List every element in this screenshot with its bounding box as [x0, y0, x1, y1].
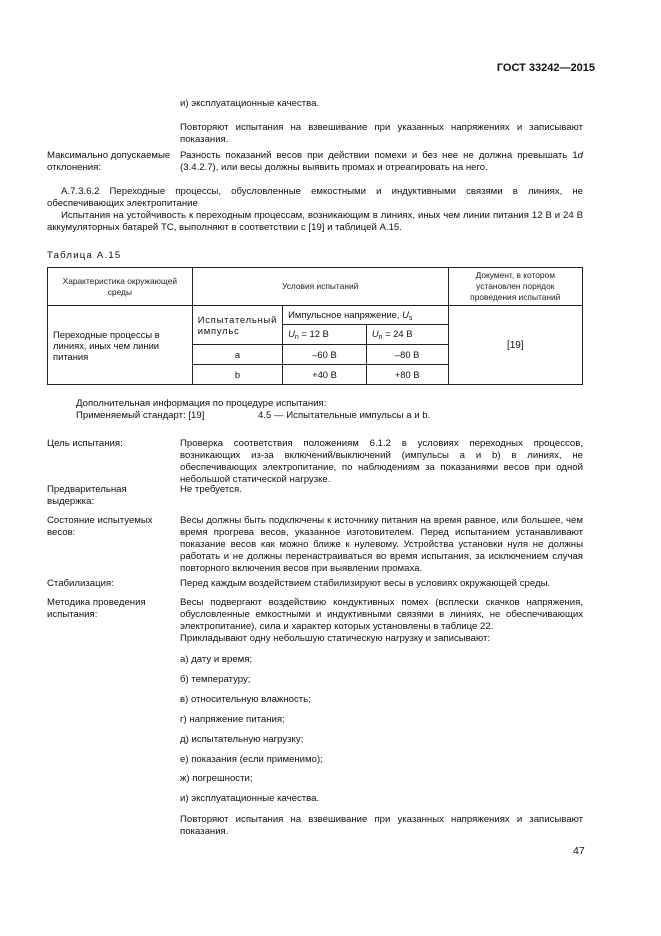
v12-cell: +40 В [283, 365, 367, 385]
page-number: 47 [573, 845, 585, 857]
goal-label: Цель испытания: [47, 438, 123, 449]
repeat-paragraph: Повторяют испытания на взвешивание при указанных напряжениях и записывают показания. [180, 122, 583, 145]
state-text: Весы должны быть подключены к источнику питания на время равное, или большее, чем время прогрева весов, указанное изготовителем. Перед испытанием устанавливают показание весов как можно ближе к нулевому. Устройства установки нуля не должны работать и не должны перенастраиваться во время испытания, за исключением случая повторного включения весов при выявлении промаха. [180, 515, 583, 574]
method-text-2: Прикладывают одну небольшую статическую нагрузку и записывают: [180, 633, 491, 644]
table-header-row [48, 268, 583, 306]
header-conditions: Условия испытаний [192, 268, 448, 306]
test-conditions-table [47, 267, 583, 385]
max-deviation-label: Максимально допускаемые отклонения: [47, 150, 171, 173]
document-ref-cell: [19] [448, 306, 582, 385]
v12-cell: –60 В [283, 345, 367, 365]
section-heading: А.7.3.6.2 Переходные процессы, обусловленные емкостными и индуктивными связями в линиях, не обеспечивающих электропитание [47, 186, 583, 209]
document-header: ГОСТ 33242—2015 [496, 62, 595, 74]
list-item-i: и) эксплуатационные качества. [180, 98, 320, 109]
table-row [48, 306, 583, 325]
table-caption: Таблица А.15 [47, 250, 122, 261]
v24-cell: +80 В [366, 365, 448, 385]
list-item: г) напряжение питания; [180, 714, 285, 725]
section-paragraph: Испытания на устойчивость к переходным процессам, возникающим в линиях, иных чем линии питания 12 В и 24 В аккумуляторных батарей ТС, выполняют в соответствии с [19] и таблицей А.15. [47, 210, 583, 233]
extra-info-line: Дополнительная информация по процедуре испытания: [76, 398, 327, 409]
list-item: д) испытательную нагрузку; [180, 734, 304, 745]
env-value-cell: Переходные процессы в линиях, иных чем линии питания [48, 306, 193, 385]
list-item: а) дату и время; [180, 654, 253, 665]
list-item: и) эксплуатационные качества. [180, 793, 320, 804]
pulse-cell: a [192, 345, 282, 365]
list-item: в) относительную влажность; [180, 694, 311, 705]
stabilization-label: Стабилизация: [47, 578, 114, 589]
list-item: ж) погрешности; [180, 773, 253, 784]
list-item: б) температуру; [180, 674, 251, 685]
closing-paragraph: Повторяют испытания на взвешивание при указанных напряжениях и записывают показания. [180, 814, 583, 837]
stabilization-text: Перед каждым воздействием стабилизируют весы в условиях окружающей среды. [180, 578, 551, 589]
state-label: Состояние испытуемых весов: [47, 515, 153, 538]
standard-label: Применяемый стандарт: [19] [76, 410, 205, 421]
method-text: Весы подвергают воздействию кондуктивных помех (всплески скачков напряжения, обусловленные емкостными и индуктивными связями в линиях, не обеспечивающих электропитание), сила и характер которых установлены в таблице 22. [180, 597, 583, 632]
un24-header-cell: $U_n = 24$ В [366, 325, 448, 345]
un12-header-cell: $U_n = 12$ В [283, 325, 367, 345]
preconditioning-label: Предварительная выдержка: [47, 484, 127, 507]
standard-value: 4.5 — Испытательные импульсы a и b. [258, 410, 431, 421]
goal-text: Проверка соответствия положениям 6.1.2 в условиях переходных процессов, возникающих из-за включений/выключений (импульсы a и b) в линиях, не обеспечивающих электропитание, по наблюдениям за показаниями весов при одной небольшой статической нагрузке. [180, 438, 583, 485]
max-deviation-text: Разность показаний весов при действии помехи и без нее не должна превышать 1d (3.4.2.7), или весы должны выявить промах и отреагировать на него. [180, 150, 583, 173]
method-label: Методика проведения испытания: [47, 597, 146, 620]
header-environment: Характеристика окружающей среды [48, 268, 193, 306]
pulse-cell: b [192, 365, 282, 385]
preconditioning-text: Не требуется. [180, 484, 242, 495]
header-document: Документ, в котором установлен порядок проведения испытаний [448, 268, 582, 306]
voltage-label-cell: Импульсное напряжение, $U_s$ [283, 306, 448, 325]
list-item: е) показания (если применимо); [180, 754, 323, 765]
pulse-label-cell: Испытательный импульс [192, 306, 282, 345]
v24-cell: –80 В [366, 345, 448, 365]
